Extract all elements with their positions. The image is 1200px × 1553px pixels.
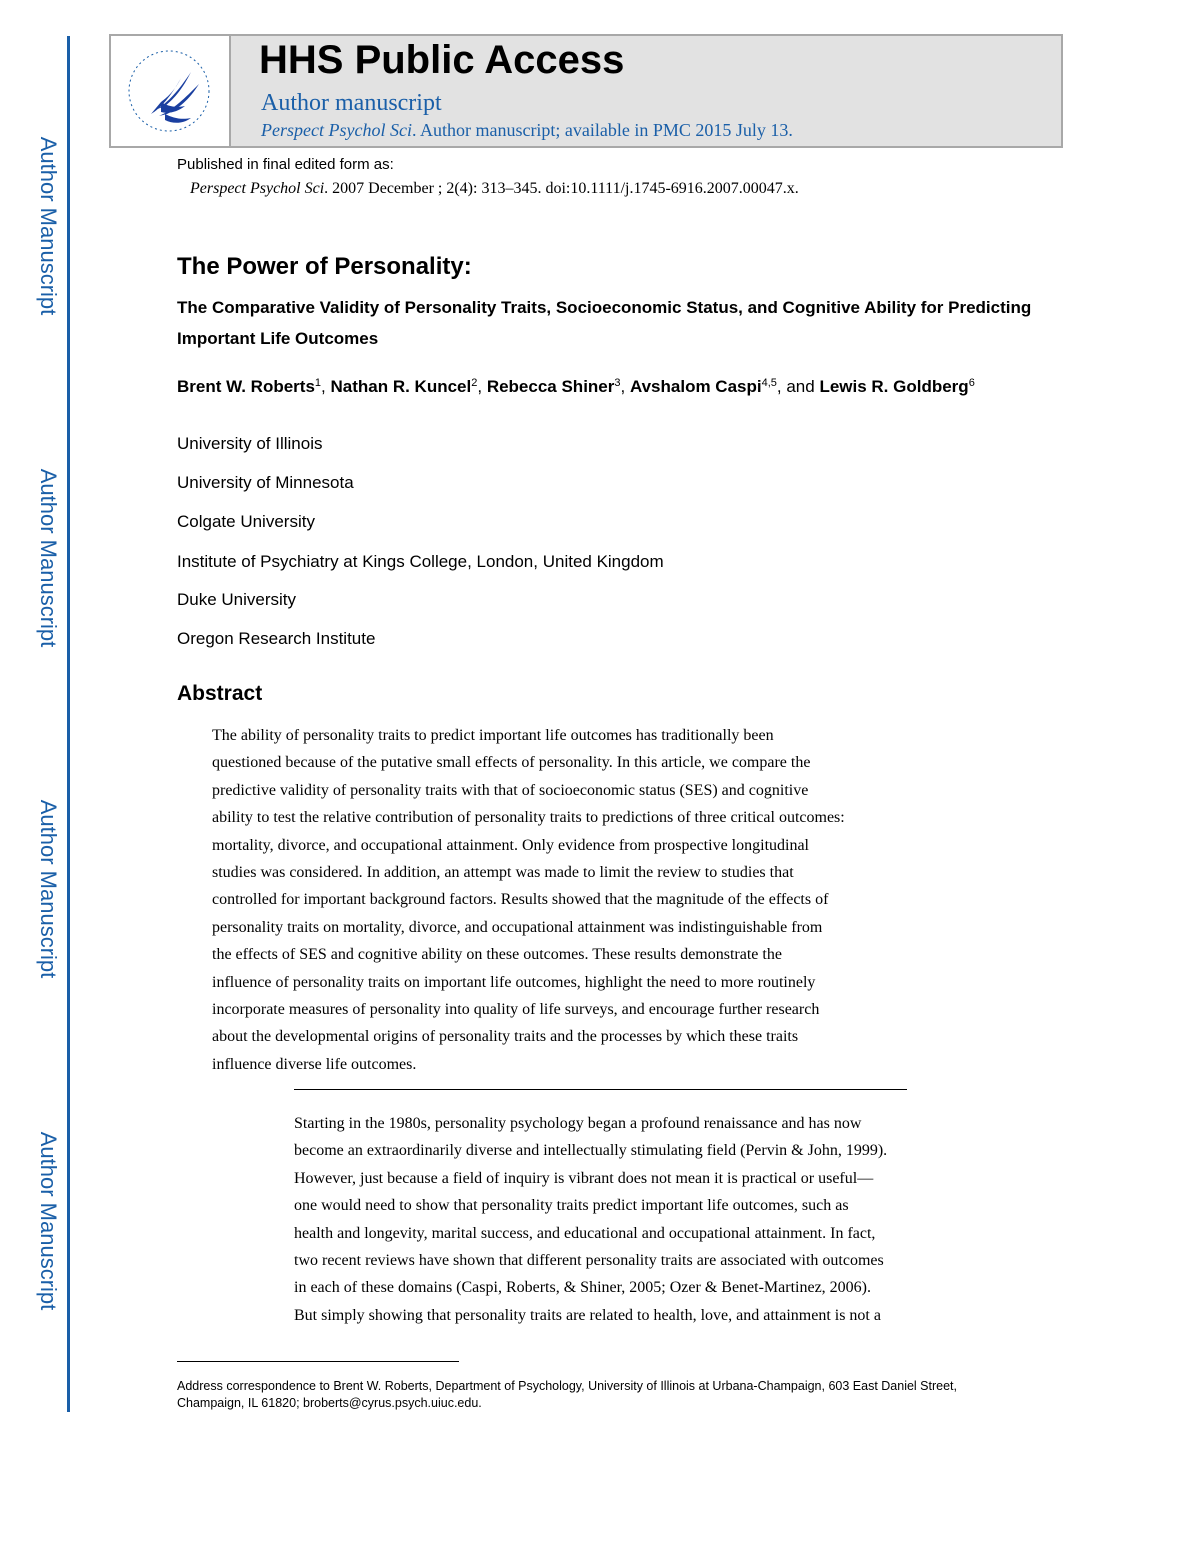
hhs-header — [109, 34, 1063, 148]
affiliation: Institute of Psychiatry at Kings College, London, United Kingdom — [177, 552, 664, 571]
body-line: in each of these domains (Caspi, Roberts, & Shiner, 2005; Ozer & Benet-Martinez, 2006). — [294, 1279, 871, 1297]
affiliation: Oregon Research Institute — [177, 629, 376, 648]
author-affiliation-mark: 4,5 — [761, 377, 777, 389]
author-separator: , — [620, 377, 630, 396]
author-list — [177, 374, 1037, 400]
author-affiliation-mark: 1 — [314, 377, 322, 389]
abstract-line: studies was considered. In addition, an attempt was made to limit the review to studies that — [212, 864, 794, 882]
abstract-line: ability to test the relative contribution of personality traits to predictions of three critical outcomes: — [212, 809, 845, 827]
side-rail-line — [67, 36, 70, 1412]
header-citation — [261, 120, 793, 141]
article-title: The Power of Personality: — [177, 253, 472, 280]
body-line: Starting in the 1980s, personality psychology began a profound renaissance and has now — [294, 1115, 862, 1132]
abstract-line: about the developmental origins of personality traits and the processes by which these traits — [212, 1028, 799, 1046]
abstract-line: controlled for important background factors. Results showed that the magnitude of the effects of — [212, 891, 829, 909]
section-divider — [294, 1089, 907, 1090]
footnote-divider — [177, 1361, 459, 1362]
author-name: Avshalom Caspi — [629, 377, 762, 396]
author-affiliation-mark: 6 — [968, 377, 975, 389]
abstract-line: incorporate measures of personality into quality of life surveys, and encourage further research — [212, 1001, 820, 1019]
author-name: Nathan R. Kuncel — [330, 377, 472, 396]
body-line: two recent reviews have shown that different personality traits are associated with outcomes — [294, 1252, 884, 1270]
published-label: Published in final edited form as: — [177, 156, 394, 173]
abstract-line: influence diverse life outcomes. — [212, 1055, 417, 1073]
author-separator: , — [321, 377, 331, 396]
abstract-line: mortality, divorce, and occupational attainment. Only evidence from prospective longitudinal — [212, 836, 809, 854]
correspondence-footnote: Address correspondence to Brent W. Roberts, Department of Psychology, University of Illinois at Urbana-Champaign, 603 East Daniel Street, Champaign, IL 61820; broberts@cyrus.psych.uiuc.edu. — [177, 1379, 958, 1410]
body-line: However, just because a field of inquiry is vibrant does not mean it is practical or useful— — [294, 1169, 874, 1187]
author-separator: , — [477, 377, 487, 396]
abstract-line: personality traits on mortality, divorce, and occupational attainment was indistinguishable from — [212, 918, 823, 936]
hhs-eagle-seal-icon — [121, 44, 217, 138]
affiliation: Duke University — [177, 590, 297, 609]
author-name: Lewis R. Goldberg — [819, 377, 969, 396]
abstract-line: the effects of SES and cognitive ability on these outcomes. These results demonstrate the — [212, 946, 782, 964]
author-separator: , and — [776, 377, 820, 396]
abstract-line: questioned because of the putative small effects of personality. In this article, we compare the — [212, 754, 811, 772]
affiliation: University of Minnesota — [177, 473, 354, 492]
author-affiliation-mark: 3 — [614, 377, 621, 389]
logo-cell — [111, 36, 231, 146]
article-subtitle: The Comparative Validity of Personality Traits, Socioeconomic Status, and Cognitive Ability for Predicting Important Life Outcomes — [177, 298, 1032, 348]
publication-journal: Perspect Psychol Sci — [190, 180, 325, 197]
body-line: But simply showing that personality traits are related to health, love, and attainment is not a — [294, 1306, 881, 1324]
body-paragraph — [294, 1110, 1034, 1329]
header-availability: . Author manuscript; available in PMC 2015 July 13. — [411, 120, 793, 140]
author-affiliation-mark: 2 — [471, 377, 478, 389]
publication-details: . 2007 December ; 2(4): 313–345. doi:10.1111/j.1745-6916.2007.00047.x. — [324, 180, 799, 197]
body-line: one would need to show that personality traits predict important life outcomes, such as — [294, 1197, 849, 1215]
affiliation: University of Illinois — [177, 434, 323, 453]
affiliation: Colgate University — [177, 512, 315, 531]
abstract-line: The ability of personality traits to predict important life outcomes has traditionally been — [212, 727, 774, 744]
body-line: become an extraordinarily diverse and intellectually stimulating field (Pervin & John, 1999). — [294, 1142, 888, 1160]
author-name: Brent W. Roberts — [177, 377, 315, 396]
abstract-text — [212, 722, 1002, 1078]
abstract-heading: Abstract — [177, 682, 263, 705]
body-line: health and longevity, marital success, and educational and occupational attainment. In fact, — [294, 1224, 876, 1242]
header-title: HHS Public Access — [259, 38, 625, 82]
header-journal: Perspect Psychol Sci — [261, 120, 412, 140]
abstract-line: predictive validity of personality traits with that of socioeconomic status (SES) and cognitive — [212, 781, 809, 799]
author-name: Rebecca Shiner — [486, 377, 615, 396]
header-subtitle: Author manuscript — [261, 90, 442, 116]
abstract-line: influence of personality traits on important life outcomes, highlight the need to more routinely — [212, 973, 816, 991]
publication-citation — [190, 180, 799, 198]
